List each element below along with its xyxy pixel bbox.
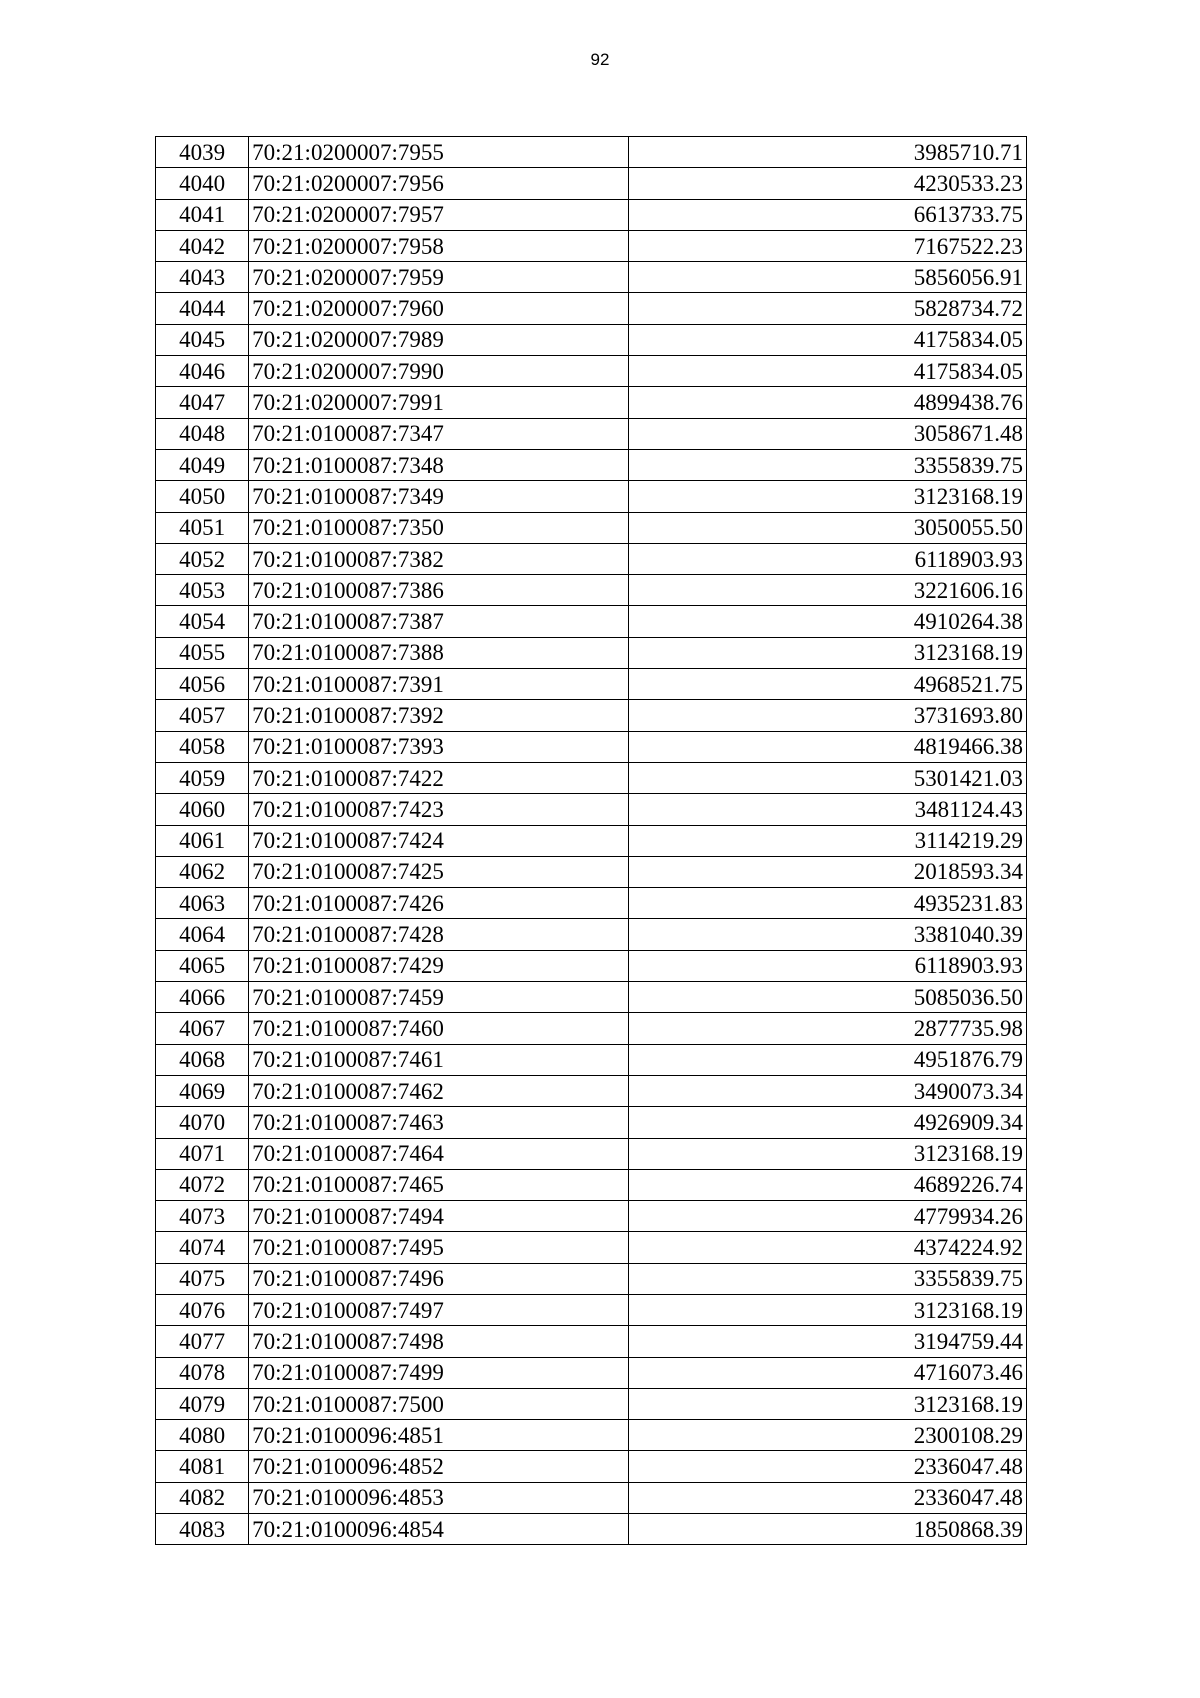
cadastral-number-cell: 70:21:0100087:7464 <box>249 1138 629 1169</box>
cadastral-number-cell: 70:21:0100087:7388 <box>249 637 629 668</box>
value-cell: 4968521.75 <box>628 669 1026 700</box>
value-cell: 2336047.48 <box>628 1451 1026 1482</box>
value-cell: 3481124.43 <box>628 794 1026 825</box>
cadastral-number-cell: 70:21:0100087:7349 <box>249 481 629 512</box>
row-number-cell: 4045 <box>156 324 249 355</box>
cadastral-number-cell: 70:21:0100087:7429 <box>249 950 629 981</box>
cadastral-number-cell: 70:21:0100087:7460 <box>249 1013 629 1044</box>
value-cell: 5085036.50 <box>628 982 1026 1013</box>
row-number-cell: 4058 <box>156 731 249 762</box>
row-number-cell: 4069 <box>156 1075 249 1106</box>
value-cell: 3355839.75 <box>628 1263 1026 1294</box>
value-cell: 4716073.46 <box>628 1357 1026 1388</box>
cadastral-number-cell: 70:21:0200007:7960 <box>249 293 629 324</box>
cadastral-number-cell: 70:21:0100087:7496 <box>249 1263 629 1294</box>
table-row <box>156 1451 1027 1482</box>
value-cell: 3123168.19 <box>628 1294 1026 1325</box>
value-cell: 3050055.50 <box>628 512 1026 543</box>
table-row <box>156 543 1027 574</box>
cadastral-number-cell: 70:21:0100096:4853 <box>249 1482 629 1513</box>
table-row <box>156 1013 1027 1044</box>
value-cell: 3381040.39 <box>628 919 1026 950</box>
cadastral-number-cell: 70:21:0100087:7347 <box>249 418 629 449</box>
table-row <box>156 856 1027 887</box>
value-cell: 6613733.75 <box>628 199 1026 230</box>
table-row <box>156 1044 1027 1075</box>
table-row <box>156 1075 1027 1106</box>
table-row <box>156 356 1027 387</box>
row-number-cell: 4080 <box>156 1420 249 1451</box>
row-number-cell: 4067 <box>156 1013 249 1044</box>
value-cell: 3123168.19 <box>628 1138 1026 1169</box>
value-cell: 6118903.93 <box>628 543 1026 574</box>
cadastral-number-cell: 70:21:0200007:7990 <box>249 356 629 387</box>
row-number-cell: 4041 <box>156 199 249 230</box>
table-row <box>156 575 1027 606</box>
table-row <box>156 512 1027 543</box>
cadastral-number-cell: 70:21:0100087:7462 <box>249 1075 629 1106</box>
cadastral-number-cell: 70:21:0100087:7386 <box>249 575 629 606</box>
table-row <box>156 481 1027 512</box>
row-number-cell: 4039 <box>156 137 249 168</box>
cadastral-number-cell: 70:21:0100087:7422 <box>249 762 629 793</box>
table-row <box>156 950 1027 981</box>
table-row <box>156 762 1027 793</box>
cadastral-number-cell: 70:21:0100087:7424 <box>249 825 629 856</box>
value-cell: 4926909.34 <box>628 1107 1026 1138</box>
value-cell: 3355839.75 <box>628 449 1026 480</box>
value-cell: 4689226.74 <box>628 1169 1026 1200</box>
row-number-cell: 4057 <box>156 700 249 731</box>
value-cell: 4951876.79 <box>628 1044 1026 1075</box>
value-cell: 6118903.93 <box>628 950 1026 981</box>
cadastral-number-cell: 70:21:0100087:7425 <box>249 856 629 887</box>
value-cell: 4230533.23 <box>628 168 1026 199</box>
value-cell: 3058671.48 <box>628 418 1026 449</box>
table-row <box>156 1169 1027 1200</box>
value-cell: 3731693.80 <box>628 700 1026 731</box>
table-row <box>156 1294 1027 1325</box>
cadastral-number-cell: 70:21:0200007:7958 <box>249 230 629 261</box>
table-row <box>156 606 1027 637</box>
row-number-cell: 4049 <box>156 449 249 480</box>
row-number-cell: 4044 <box>156 293 249 324</box>
cadastral-number-cell: 70:21:0100087:7391 <box>249 669 629 700</box>
cadastral-number-cell: 70:21:0200007:7956 <box>249 168 629 199</box>
cadastral-number-cell: 70:21:0200007:7959 <box>249 262 629 293</box>
cadastral-number-cell: 70:21:0100087:7350 <box>249 512 629 543</box>
table-row <box>156 982 1027 1013</box>
table-row <box>156 919 1027 950</box>
cadastral-number-cell: 70:21:0100087:7348 <box>249 449 629 480</box>
value-cell: 4910264.38 <box>628 606 1026 637</box>
table-row <box>156 324 1027 355</box>
row-number-cell: 4071 <box>156 1138 249 1169</box>
row-number-cell: 4082 <box>156 1482 249 1513</box>
row-number-cell: 4052 <box>156 543 249 574</box>
cadastral-table <box>155 136 1027 1545</box>
table-row <box>156 137 1027 168</box>
row-number-cell: 4078 <box>156 1357 249 1388</box>
table-row <box>156 1482 1027 1513</box>
table-row <box>156 794 1027 825</box>
table-row <box>156 1201 1027 1232</box>
table-row <box>156 1263 1027 1294</box>
row-number-cell: 4061 <box>156 825 249 856</box>
value-cell: 2300108.29 <box>628 1420 1026 1451</box>
row-number-cell: 4075 <box>156 1263 249 1294</box>
value-cell: 5301421.03 <box>628 762 1026 793</box>
row-number-cell: 4047 <box>156 387 249 418</box>
cadastral-number-cell: 70:21:0200007:7955 <box>249 137 629 168</box>
value-cell: 3194759.44 <box>628 1326 1026 1357</box>
row-number-cell: 4040 <box>156 168 249 199</box>
cadastral-number-cell: 70:21:0200007:7957 <box>249 199 629 230</box>
table-row <box>156 1107 1027 1138</box>
cadastral-number-cell: 70:21:0100087:7499 <box>249 1357 629 1388</box>
row-number-cell: 4083 <box>156 1514 249 1545</box>
value-cell: 2018593.34 <box>628 856 1026 887</box>
cadastral-number-cell: 70:21:0100087:7494 <box>249 1201 629 1232</box>
row-number-cell: 4051 <box>156 512 249 543</box>
table-row <box>156 168 1027 199</box>
row-number-cell: 4073 <box>156 1201 249 1232</box>
table-row <box>156 230 1027 261</box>
value-cell: 4175834.05 <box>628 324 1026 355</box>
cadastral-number-cell: 70:21:0100096:4854 <box>249 1514 629 1545</box>
row-number-cell: 4042 <box>156 230 249 261</box>
value-cell: 4175834.05 <box>628 356 1026 387</box>
row-number-cell: 4065 <box>156 950 249 981</box>
row-number-cell: 4066 <box>156 982 249 1013</box>
cadastral-number-cell: 70:21:0100087:7495 <box>249 1232 629 1263</box>
table-row <box>156 888 1027 919</box>
cadastral-number-cell: 70:21:0100087:7465 <box>249 1169 629 1200</box>
table-row <box>156 1514 1027 1545</box>
row-number-cell: 4046 <box>156 356 249 387</box>
row-number-cell: 4076 <box>156 1294 249 1325</box>
row-number-cell: 4055 <box>156 637 249 668</box>
table-row <box>156 199 1027 230</box>
row-number-cell: 4048 <box>156 418 249 449</box>
value-cell: 5828734.72 <box>628 293 1026 324</box>
value-cell: 5856056.91 <box>628 262 1026 293</box>
row-number-cell: 4050 <box>156 481 249 512</box>
cadastral-number-cell: 70:21:0100096:4852 <box>249 1451 629 1482</box>
value-cell: 3114219.29 <box>628 825 1026 856</box>
row-number-cell: 4064 <box>156 919 249 950</box>
row-number-cell: 4081 <box>156 1451 249 1482</box>
cadastral-number-cell: 70:21:0100087:7461 <box>249 1044 629 1075</box>
cadastral-number-cell: 70:21:0100096:4851 <box>249 1420 629 1451</box>
value-cell: 3490073.34 <box>628 1075 1026 1106</box>
row-number-cell: 4060 <box>156 794 249 825</box>
cadastral-number-cell: 70:21:0100087:7426 <box>249 888 629 919</box>
cadastral-number-cell: 70:21:0100087:7393 <box>249 731 629 762</box>
table-row <box>156 731 1027 762</box>
table-row <box>156 1388 1027 1419</box>
table-row <box>156 825 1027 856</box>
value-cell: 4374224.92 <box>628 1232 1026 1263</box>
cadastral-number-cell: 70:21:0200007:7991 <box>249 387 629 418</box>
row-number-cell: 4063 <box>156 888 249 919</box>
table-row <box>156 387 1027 418</box>
value-cell: 3123168.19 <box>628 481 1026 512</box>
table-row <box>156 700 1027 731</box>
table-row <box>156 449 1027 480</box>
value-cell: 2336047.48 <box>628 1482 1026 1513</box>
cadastral-number-cell: 70:21:0100087:7498 <box>249 1326 629 1357</box>
row-number-cell: 4043 <box>156 262 249 293</box>
row-number-cell: 4053 <box>156 575 249 606</box>
table-row <box>156 1138 1027 1169</box>
cadastral-number-cell: 70:21:0100087:7497 <box>249 1294 629 1325</box>
row-number-cell: 4079 <box>156 1388 249 1419</box>
row-number-cell: 4068 <box>156 1044 249 1075</box>
cadastral-number-cell: 70:21:0100087:7382 <box>249 543 629 574</box>
row-number-cell: 4072 <box>156 1169 249 1200</box>
value-cell: 7167522.23 <box>628 230 1026 261</box>
table-row <box>156 1420 1027 1451</box>
cadastral-number-cell: 70:21:0100087:7423 <box>249 794 629 825</box>
table-row <box>156 1357 1027 1388</box>
table-row <box>156 1326 1027 1357</box>
row-number-cell: 4056 <box>156 669 249 700</box>
row-number-cell: 4059 <box>156 762 249 793</box>
row-number-cell: 4077 <box>156 1326 249 1357</box>
row-number-cell: 4074 <box>156 1232 249 1263</box>
value-cell: 4935231.83 <box>628 888 1026 919</box>
table-row <box>156 669 1027 700</box>
page-number: 92 <box>590 50 610 69</box>
cadastral-number-cell: 70:21:0100087:7428 <box>249 919 629 950</box>
cadastral-number-cell: 70:21:0100087:7387 <box>249 606 629 637</box>
value-cell: 4899438.76 <box>628 387 1026 418</box>
row-number-cell: 4054 <box>156 606 249 637</box>
value-cell: 4779934.26 <box>628 1201 1026 1232</box>
cadastral-number-cell: 70:21:0100087:7463 <box>249 1107 629 1138</box>
value-cell: 4819466.38 <box>628 731 1026 762</box>
table-row <box>156 1232 1027 1263</box>
value-cell: 3985710.71 <box>628 137 1026 168</box>
value-cell: 3221606.16 <box>628 575 1026 606</box>
table-row <box>156 262 1027 293</box>
value-cell: 2877735.98 <box>628 1013 1026 1044</box>
cadastral-number-cell: 70:21:0100087:7459 <box>249 982 629 1013</box>
table-body <box>156 137 1027 1545</box>
value-cell: 3123168.19 <box>628 1388 1026 1419</box>
table-row <box>156 418 1027 449</box>
table-row <box>156 637 1027 668</box>
cadastral-number-cell: 70:21:0200007:7989 <box>249 324 629 355</box>
cadastral-number-cell: 70:21:0100087:7500 <box>249 1388 629 1419</box>
value-cell: 3123168.19 <box>628 637 1026 668</box>
table-row <box>156 293 1027 324</box>
row-number-cell: 4070 <box>156 1107 249 1138</box>
row-number-cell: 4062 <box>156 856 249 887</box>
cadastral-number-cell: 70:21:0100087:7392 <box>249 700 629 731</box>
value-cell: 1850868.39 <box>628 1514 1026 1545</box>
